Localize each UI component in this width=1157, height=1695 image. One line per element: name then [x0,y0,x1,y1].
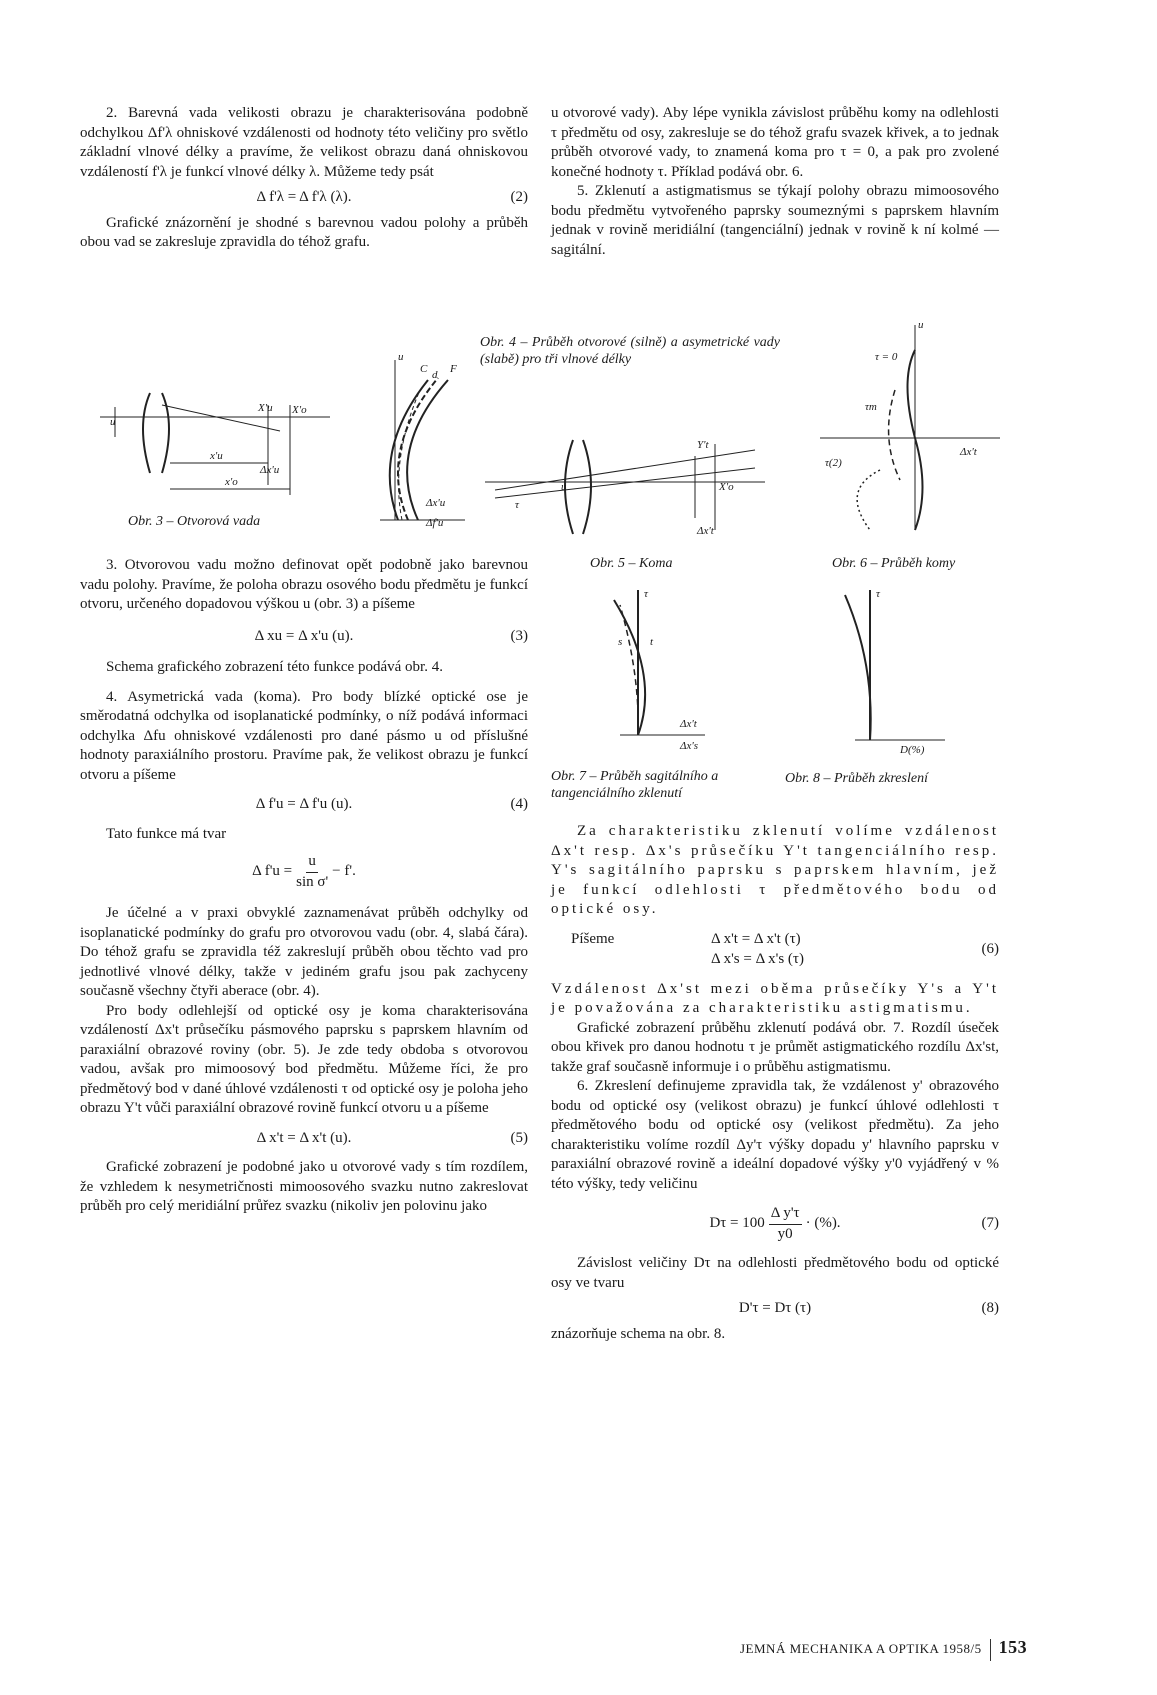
figure-5-diagram [485,430,765,550]
label-small-xo: x'o [225,476,238,488]
equation-number: (7) [981,1215,999,1232]
label-u: u [398,351,404,363]
paragraph-curvature: 5. Zklenutí a astigmatismus se týkají polohy obrazu mimoosového bodu předmětu vytvořeného paprsky soumeznými s paprskem hlavním jednak v rovině meridiální (tangenciální) jednak v rovině k ní kolmé — sagitální. [551,183,999,258]
figure-3-diagram [100,385,330,510]
figure-4-caption: Obr. 4 – Průběh otvorové (silně) a asymetrické vady (slabě) pro tři vlnové délky [480,335,780,367]
label-c: C [420,363,428,375]
label-xu-prime: X'u [258,402,273,414]
page-footer [740,1637,1027,1661]
figure-7-diagram [600,585,710,755]
figure-7-caption: Obr. 7 – Průběh sagitálního a tangenciálního zklenutí [551,769,719,801]
paragraph-color-size: 2. Barevná vada velikosti obrazu je charakterisována podobně odchylkou Δf'λ ohniskové vzdálenosti od hodnoty této veličiny pro světlo základní vlnové délky a pravíme, že velikost obrazu daná ohniskovou vzdáleností f'λ je funkcí vlnové délky λ. Můžeme tedy psát [80,105,528,180]
left-column-top [80,104,528,253]
paragraph-form: Tato funkce má tvar [106,825,227,842]
label-xo-prime: X'o [292,404,307,416]
label-tau2: τ(2) [825,457,842,469]
figure-6-diagram [820,320,1000,540]
journal-name: JEMNÁ MECHANIKA A OPTIKA 1958/5 [740,1641,982,1656]
label-tau: τ [515,499,519,511]
equation-number: (4) [510,796,528,812]
figure-4-diagram [360,350,470,530]
figure-3-caption: Obr. 3 – Otvorová vada [128,514,261,529]
label-u: u [110,416,116,428]
label-tau0: τ = 0 [875,351,898,363]
equation-4: Δ f'u = Δ f'u (u). (4) [80,795,528,815]
paragraph-aperture: 3. Otvorovou vadu možno definovat opět podobně jako barevnou vadu polohy. Pravíme, že poloha obrazu osového bodu předmětu je funkcí otvoru, určeného dopadovou výškou u (obr. 3) a píšeme [80,557,528,612]
paragraph-graph-note: Grafické znázornění je shodné s barevnou vadou polohy a průběh obou vad se zakresluje zpravidla do téhož grafu. [80,214,528,250]
label-delta-xu: Δx'u [260,464,280,476]
label-d-percent: D(%) [900,744,925,756]
label-delta-fu: Δf'u [426,517,444,529]
footer-separator [990,1639,991,1661]
label-taum: τm [865,401,877,413]
label-delta-xs: Δx's [680,740,698,752]
equation-number: (5) [510,1129,528,1146]
paragraph-distortion: 6. Zkreslení definujeme zpravidla tak, že vzdálenost y' obrazového bodu od optické osy (velikost obrazu) je funkcí úhlové odlehlosti τ předmětového bodu od optické osy (velikost předmětu). Za jeho charakteristiku volíme rozdíl Δy'τ výšky dopadu y' hlavního paprsku v paraxiální obrazové rovině a ideální dopadové výšky y'0 vyjádřený v % této výšky, tedy veličinu [551,1078,999,1192]
paragraph-coma: 4. Asymetrická vada (koma). Pro body blízké optické ose je směrodatná odchylka od isoplanatické podmínky, o níž podává informaci odchylka Δfu ohniskové vzdálenosti pro dané pásmo u od příslušné hodnoty paraxiálního prostoru. Pravíme pak, že velikost obrazu je funkcí otvoru a píšeme [80,688,528,783]
label-tau: τ [876,588,880,600]
fraction: $\frac{u}{\text{sin σ'}}$ [296,853,329,890]
equation-6: Píšeme Δ x't = Δ x't (τ) Δ x's = Δ x's (τ) (6) [571,930,999,967]
paragraph-curvature-graph: Grafické zobrazení průběhu zklenutí podává obr. 7. Rozdíl úseček obou křivek pro danou hodnotu τ je průmět astigmatického rozdílu Δx'st, takže graf současně informuje i o průběhu astigmatismu. [551,1019,999,1075]
paragraph-coma-continued: u otvorové vady). Aby lépe vynikla závislost průběhu komy na odlehlosti τ předmětu od osy, zakresluje se do téhož grafu svazek křivek, a to jednak průběh otvorové vady, to znamená koma pro τ = 0, a pak pro zvolené konečné hodnoty τ. Příklad podává obr. 6. [551,105,999,180]
right-column-top [551,104,999,260]
equation-2: Δ f'λ = Δ f'λ (λ). (2) [80,188,528,208]
label-xo: X'o [719,481,734,493]
equation-7: Dτ = 100 $\frac{\text{Δ y'τ}}{y0}$ · (%). (7) [551,1204,999,1244]
label-delta-xt: Δx't [680,718,697,730]
equation-5: Δ x't = Δ x't (u). (5) [80,1129,528,1149]
paragraph-dependence: Závislost veličiny Dτ na odlehlosti předmětového bodu od optické osy ve tvaru [551,1255,999,1291]
paragraph-astigmatism: Vzdálenost Δx'st mezi oběma průsečíky Y's a Y't je považována za charakteristiku astigmatismu. [551,980,999,1016]
label-small-xu: x'u [210,450,223,462]
label-delta-xt: Δx't [960,446,977,458]
paragraph-characteristic: Za charakteristiku zklenutí volíme vzdálenost Δx't resp. Δx's průsečíku Y't tangenciálního resp. Y's sagitálního paprsku s paprskem hlavním, jež je funkcí odlehlosti τ předmětového bodu od optické osy. [551,823,999,917]
label-delta-xu: Δx'u [426,497,446,509]
equation-form: Δ f'u = $\frac{u}{\text{sin σ'}}$ − f'. [80,852,528,892]
label-s: s [618,636,623,648]
equation-number: (6) [981,940,999,957]
label-d: d [432,369,438,381]
label-u: u [918,319,924,331]
label-yt: Y't [697,439,709,451]
page-number: 153 [998,1637,1028,1657]
figure-8-caption: Obr. 8 – Průběh zkreslení [785,771,928,786]
right-column-bottom [551,822,999,1344]
paragraph-graphic: Grafické zobrazení je podobné jako u otvorové vady s tím rozdílem, že vzhledem k nesymetričnosti mimoosového svazku nutno zakreslovat průběh pro celý meridiální průřez svazku (nikoliv jen polovinu jako [80,1159,528,1214]
label-u: u [561,481,567,493]
figure-5-caption: Obr. 5 – Koma [590,556,673,571]
figure-8-diagram [830,585,950,755]
paragraph-schema: Schema grafického zobrazení této funkce podává obr. 4. [106,659,443,675]
label-delta-xt: Δx't [697,525,714,537]
equation-number: (2) [510,189,528,205]
fraction: $\frac{\text{Δ y'τ}}{y0}$ [770,1205,800,1242]
left-column-bottom [80,556,528,1217]
equation-3: Δ xu = Δ x'u (u). (3) [80,627,528,647]
equation-8: D'τ = Dτ (τ) (8) [551,1299,999,1319]
equation-number: (8) [981,1300,999,1316]
figure-6-caption: Obr. 6 – Průběh komy [832,556,956,571]
label-tau: τ [644,588,648,600]
paragraph-offaxis: Pro body odlehlejší od optické osy je koma charakterisována vzdáleností Δx't průsečíku pásmového paprsku s paprskem hlavním od paraxiální obrazové roviny (obr. 5). Je zde tedy obdoba s otvorovou vadou, avšak pro mimoosový bod předmětu. Můžeme říci, že pro předmětový bod v dané úhlové vzdálenosti τ od optické osy je poloha jeho obrazu Y't vůči paraxiální obrazové rovině funkcí otvoru u a píšeme [80,1002,528,1116]
paragraph-isoplanatic: Je účelné a v praxi obvyklé zaznamenávat průběh odchylky od isoplanatické podmínky do grafu pro otvorovou vadu (obr. 4, slabá čára). Do téhož grafu se zpravidla též zakreslují průběh obou těchto vad pro jednotlivé vlnové délky, takže v jediném grafu jsou pak zachyceny současně všechny čtyři aberace (obr. 4). [80,905,528,999]
label-t: t [650,636,654,648]
paragraph-schema-8: znázorňuje schema na obr. 8. [551,1325,726,1342]
equation-number: (3) [510,627,528,644]
label-f: F [450,363,457,375]
